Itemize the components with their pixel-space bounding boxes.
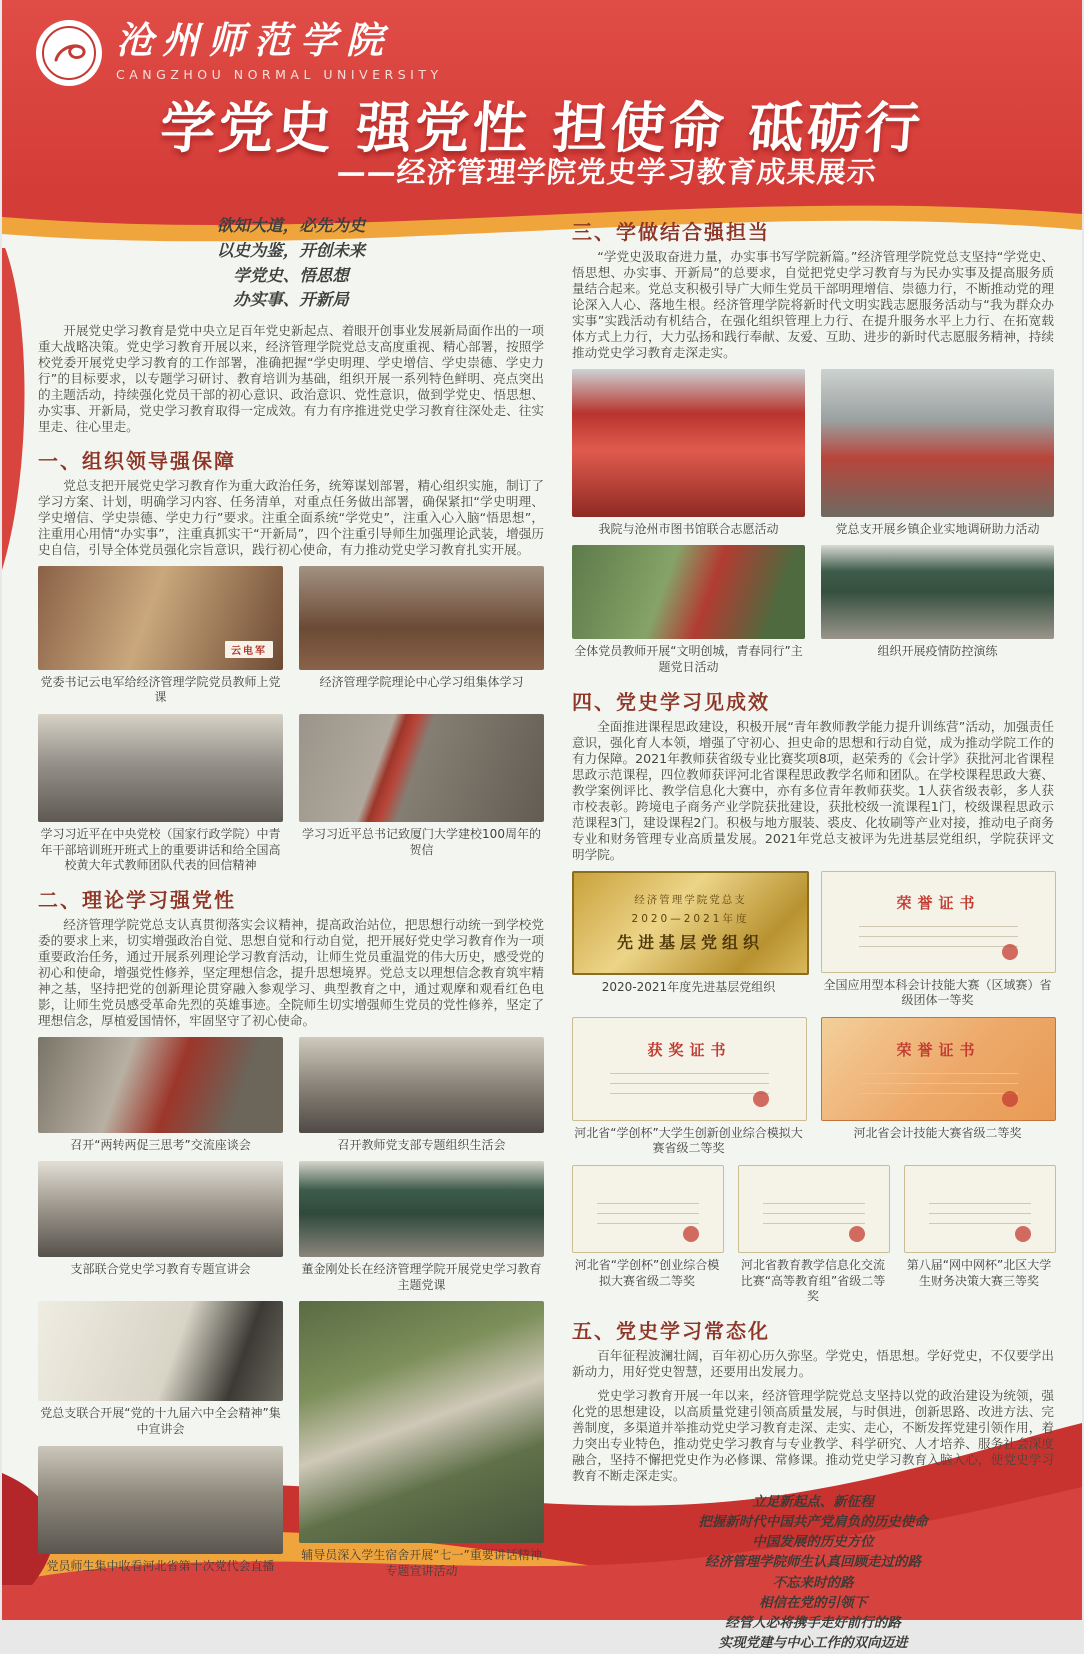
certificate-figure — [821, 871, 1054, 1009]
photo-caption: 召开“两转两促三思考”交流座谈会 — [70, 1137, 251, 1152]
photo-caption: 全体党员教师开展“文明创城，青春同行”主题党日活动 — [574, 644, 803, 675]
poem-line: 经济管理学院师生认真回顾走过的路 — [705, 1554, 921, 1571]
poem-line: 立足新起点、新征程 — [752, 1493, 874, 1510]
certificate-row-2 — [572, 1017, 1054, 1157]
certificate-text-lines — [859, 1064, 1017, 1099]
poster-page — [2, 0, 1082, 1652]
plaque-line: 经济管理学院党总支 — [634, 894, 747, 907]
photo-figure — [38, 1161, 283, 1278]
photo-caption: 召开教师党支部专题组织生活会 — [337, 1137, 506, 1152]
header — [2, 0, 1082, 192]
honor-certificate-orange — [821, 1017, 1056, 1121]
red-seal-icon — [1002, 1091, 1018, 1107]
red-seal-icon — [683, 1226, 699, 1242]
photo-figure — [38, 1301, 283, 1437]
section-1-photo-row-2 — [38, 714, 544, 874]
emblem-swirl-icon — [36, 20, 102, 86]
photo-figure — [572, 369, 805, 538]
photo-figure — [38, 566, 283, 706]
section-5-paragraph-2: 党史学习教育开展一年以来，经济管理学院党总支坚持以党的政治建设为统领，强化党的思想建设，以高质量党建引领高质量发展，与时俱进，创新思路、改进方法、完善制度，多渠道并举推动党史学习教育走深、走实、走心，不断发挥党建引领作用，着力突出专业特色，推动党史学习教育与专业教学、科学研究、人才培养、服务社会深度融合，坚持不懈把党史作为必修课、常修课。推动党史学习教育入脑入心，使党史学习教育不断走深走实。 — [572, 1387, 1054, 1483]
poem-line: 把握新时代中国共产党肩负的历史使命 — [698, 1513, 928, 1530]
photo-figure — [38, 1037, 283, 1154]
certificate-caption: 第八届“网中网杯”北区大学生财务决策大赛三等奖 — [906, 1257, 1052, 1288]
small-certificate — [572, 1165, 724, 1253]
photo-figure — [299, 566, 544, 691]
photo-caption: 党总支联合开展“党的十九届六中全会精神”集中宣讲会 — [40, 1406, 281, 1437]
certificate-figure — [572, 1017, 805, 1157]
poem-line: 经管人必将携手走好前行的路 — [725, 1615, 901, 1632]
photo-caption: 经济管理学院理论中心学习组集体学习 — [319, 674, 524, 689]
poster-title: 学党史 强党性 担使命 砥砺行 — [158, 96, 926, 160]
certificate-figure — [572, 1165, 722, 1289]
university-name-en: CANGZHOU NORMAL UNIVERSITY — [116, 66, 443, 82]
motto-line: 以史为鉴，开创未来 — [216, 240, 366, 260]
photo-caption: 董金刚处长在经济管理学院开展党史学习教育主题党课 — [301, 1262, 542, 1292]
university-name-cn: 沧州师范学院 — [116, 18, 392, 62]
photo-figure — [38, 714, 283, 874]
photo-figure — [299, 1301, 544, 1579]
photo-theory-group-study — [299, 566, 544, 670]
photo-theme-party-class — [299, 1161, 544, 1257]
photo-caption: 组织开展疫情防控演练 — [877, 644, 998, 659]
section-2-photo-row-2 — [38, 1161, 544, 1293]
section-2-heading: 二、理论学习强党性 — [38, 887, 236, 912]
plaque-line: 先进基层党组织 — [616, 933, 764, 953]
section-5-paragraph-1: 百年征程波澜壮阔，百年初心历久弥坚。学党史，悟思想。学好党史，不仅要学出新动力，用好党史智慧，还要用出发展力。 — [572, 1347, 1054, 1379]
certificate-figure — [572, 871, 805, 996]
red-seal-icon — [1015, 1226, 1031, 1242]
poster-subtitle: ——经济管理学院党史学习教育成果展示 — [335, 155, 879, 189]
photo-congress-live-watch — [38, 1446, 283, 1554]
certificate-figure — [904, 1165, 1054, 1289]
section-4-heading: 四、党史学习见成效 — [572, 689, 770, 714]
section-3-body: “学党史汲取奋进力量，办实事书写学院新篇。”经济管理学院党总支坚持“学党史、悟思想、办实事、开新局”的总要求，自觉把党史学习教育与为民办实事及提高服务质量结合起来。党总支积极引导广大师生党员干部明理增信、崇德力行，不断推动党的理论深入人心、落地生根。经济管理学院将新时代文明实践志愿服务活动与“我为群众办实事”实践活动有机结合，在强化组织管理上力行、在提升服务水平上力行、在拓宽载体方式上力行，大力弘扬和践行奉献、友爱、互助、进步的新时代志愿服务精神，持续推动党史学习教育走深走实。 — [572, 249, 1054, 360]
motto-block — [38, 214, 544, 313]
photo-figure — [38, 1446, 283, 1575]
logo-text — [116, 20, 443, 82]
award-certificate — [572, 1017, 807, 1121]
poem-line: 相信在党的引领下 — [759, 1594, 867, 1611]
section-1-photo-row-1 — [38, 566, 544, 706]
photo-caption: 学习习近平总书记致厦门大学建校100周年的贺信 — [302, 827, 541, 857]
certificate-text-lines — [859, 917, 1017, 951]
photo-branch-life-meeting — [299, 1037, 544, 1133]
motto-line: 学党史、悟思想 — [233, 265, 349, 285]
certificate-caption: 全国应用型本科会计技能大赛（区域赛）省级团体一等奖 — [823, 977, 1052, 1008]
intro-paragraph: 开展党史学习教育是党中央立足百年党史新起点、着眼开创事业发展新局面作出的一项重大战略决策。党史学习教育开展以来，经济管理学院党总支高度重视、精心部署，按照学校党委开展党史学习教育的工作部署，准确把握“学史明理、学史增信、学史崇德、学史力行”的目标要求，以专题学习研讨、教育培训为基础，组织开展一系列特色鲜明、亮点突出的主题活动，持续强化党员干部的初心意识、政治意识、党性意识，做到学党史、悟思想、办实事、开新局，党史学习教育取得一定成效。有力有序推进党史学习教育往深处走、往实里走、往心里走。 — [38, 323, 544, 434]
certificate-text-lines — [610, 1064, 768, 1099]
section-5-heading: 五、党史学习常态化 — [572, 1318, 770, 1343]
red-seal-icon — [849, 1226, 865, 1242]
photo-caption: 我院与沧州市图书馆联合志愿活动 — [598, 521, 779, 536]
photo-epidemic-drill — [821, 545, 1054, 639]
motto-line: 欲知大道，必先为史 — [216, 216, 366, 235]
certificate-caption: 河北省教育教学信息化交流比赛“高等教育组”省级二等奖 — [740, 1257, 886, 1304]
red-seal-icon — [753, 1091, 769, 1107]
photo-caption: 辅导员深入学生宿舍开展“七一”重要讲话精神专题宣讲活动 — [301, 1548, 542, 1579]
photo-figure — [821, 369, 1054, 538]
right-column — [572, 206, 1054, 1654]
poem-line: 不忘来时的路 — [772, 1574, 854, 1591]
poem-line: 中国发展的历史方位 — [752, 1534, 874, 1551]
university-emblem-icon — [36, 20, 102, 86]
red-seal-icon — [1002, 944, 1018, 960]
section-3-heading: 三、学做结合强担当 — [572, 220, 770, 244]
poem-line: 实现党建与中心工作的双向迈进 — [718, 1635, 908, 1652]
certificate-caption: 2020-2021年度先进基层党组织 — [601, 979, 776, 994]
section-4-body: 全面推进课程思政建设，积极开展“青年教师教学能力提升训练营”活动，加强责任意识，强化育人本领，增强了守初心、担史命的思想和行动自觉，成为推动学院工作的有力保障。2021年教师获省级专业比赛奖项8项，赵荣秀的《会计学》获批河北省课程思政示范课程，四位教师获评河北省课程思政教学名师和团队。在学校课程思政大赛、教学案例评比、教学信息化大赛中，亦有多位青年教师获奖。1人获省级表彰，多人获市校表彰。跨境电子商务产业学院获批建设，获批校级一流课程1门，校级课程思政示范课程3门，建设课程2门。积极与地方服装、裘皮、化妆刷等产业对接，推动电子商务专业和财务管理专业高质量发展。2021年党总支被评为先进基层党组织，学院获评文明学院。 — [572, 718, 1054, 862]
photo-figure — [299, 1037, 544, 1154]
photo-figure — [299, 1161, 544, 1293]
university-logo — [36, 20, 443, 86]
certificate-caption: 河北省“学创杯”大学生创新创业综合模拟大赛省级二等奖 — [574, 1125, 803, 1156]
photo-caption: 学习习近平在中央党校（国家行政学院）中青年干部培训班开班式上的重要讲话和给全国高校黄大年式教师团队代表的回信精神 — [40, 827, 281, 873]
section-2-body: 经济管理学院党总支认真贯彻落实会议精神，提高政治站位，把思想行动统一到学校党委的要求上来，切实增强政治自觉、思想自觉和行动自觉，把开展好党史学习教育作为一项重要政治任务，通过开展系列理论学习教育活动，让师生党员重温党的伟大历史，感受党的初心和使命，增强党性修养，坚定理想信念，提升思想境界。党总支以理想信念教育筑牢精神之基，坚持把党的创新理论贯穿融入参观学习、典型教育之中，通过观摩和观看红色电影，让师生党员感受革命先烈的英雄事迹。全院师生切实增强师生党员的党性修养，坚定了理想信念，厚植爱国情怀，牢固坚守了初心使命。 — [38, 916, 544, 1028]
section-1-heading: 一、组织领导强保障 — [38, 448, 236, 473]
name-plate: 云电军 — [225, 641, 273, 658]
small-certificate — [738, 1165, 890, 1253]
photo-library-volunteer — [572, 369, 805, 517]
motto-line: 办实事、开新局 — [233, 290, 349, 310]
photo-caption: 党员师生集中收看河北省第十次党代会直播 — [46, 1558, 275, 1573]
photo-plenary-preach — [38, 1301, 283, 1401]
small-certificate — [904, 1165, 1056, 1253]
certificate-text-lines — [929, 1194, 1031, 1223]
certificate-caption: 河北省会计技能大赛省级二等奖 — [853, 1125, 1022, 1140]
photo-stack — [38, 1301, 283, 1574]
certificate-row-3 — [572, 1165, 1054, 1305]
photo-figure — [572, 545, 805, 675]
closing-poem — [572, 1492, 1054, 1654]
photo-enterprise-survey — [821, 369, 1054, 517]
photo-city-cleanup — [572, 545, 805, 639]
certificate-text-lines — [597, 1194, 699, 1223]
left-column — [38, 206, 544, 1586]
photo-secretary-lecture — [38, 566, 283, 670]
photo-figure — [821, 545, 1054, 660]
photo-symposium — [38, 1037, 283, 1133]
certificate-title: 获奖证书 — [647, 1040, 732, 1059]
photo-figure — [299, 714, 544, 858]
section-2-photo-row-3 — [38, 1301, 544, 1579]
photo-lecture-hall — [38, 1161, 283, 1257]
section-3-photo-row-2 — [572, 545, 1054, 675]
photo-caption: 支部联合党史学习教育专题宣讲会 — [70, 1262, 251, 1277]
certificate-row-1 — [572, 871, 1054, 1009]
section-3-photo-row-1 — [572, 369, 1054, 538]
certificate-figure — [738, 1165, 888, 1305]
section-1-body: 党总支把开展党史学习教育作为重大政治任务，统筹谋划部署，精心组织实施，制订了学习方案、计划，明确学习内容、任务清单，对重点任务做出部署，确保紧扣“学史明理、学史增信、学史崇德、学史力行”要求。注重全面系统“学党史”，注重入心入脑“悟思想”，注重用心用情“办实事”，注重真抓实干“开新局”，四个注重引导师生加强理论武装，增强历史自信，引导全体党员强化宗旨意识，践行初心使命，有力推动党史学习教育扎实开展。 — [38, 477, 544, 557]
photo-congratulation-letter-study — [299, 714, 544, 822]
certificate-figure — [821, 1017, 1054, 1142]
honor-certificate — [821, 871, 1056, 973]
photo-dormitory-preach — [299, 1301, 544, 1543]
poster-body — [2, 206, 1082, 1652]
photo-caption: 党委书记云电军给经济管理学院党员教师上党课 — [40, 674, 281, 705]
certificate-title: 荣誉证书 — [896, 1040, 981, 1059]
certificate-caption: 河北省“学创杯”创业综合模拟大赛省级二等奖 — [574, 1257, 720, 1288]
certificate-title: 荣誉证书 — [896, 894, 981, 913]
gold-plaque — [572, 871, 809, 975]
photo-caption: 党总支开展乡镇企业实地调研助力活动 — [835, 521, 1040, 536]
photo-speech-study — [38, 714, 283, 822]
plaque-line: 2020—2021年度 — [631, 913, 750, 926]
certificate-text-lines — [763, 1194, 865, 1223]
section-2-photo-row-1 — [38, 1037, 544, 1154]
